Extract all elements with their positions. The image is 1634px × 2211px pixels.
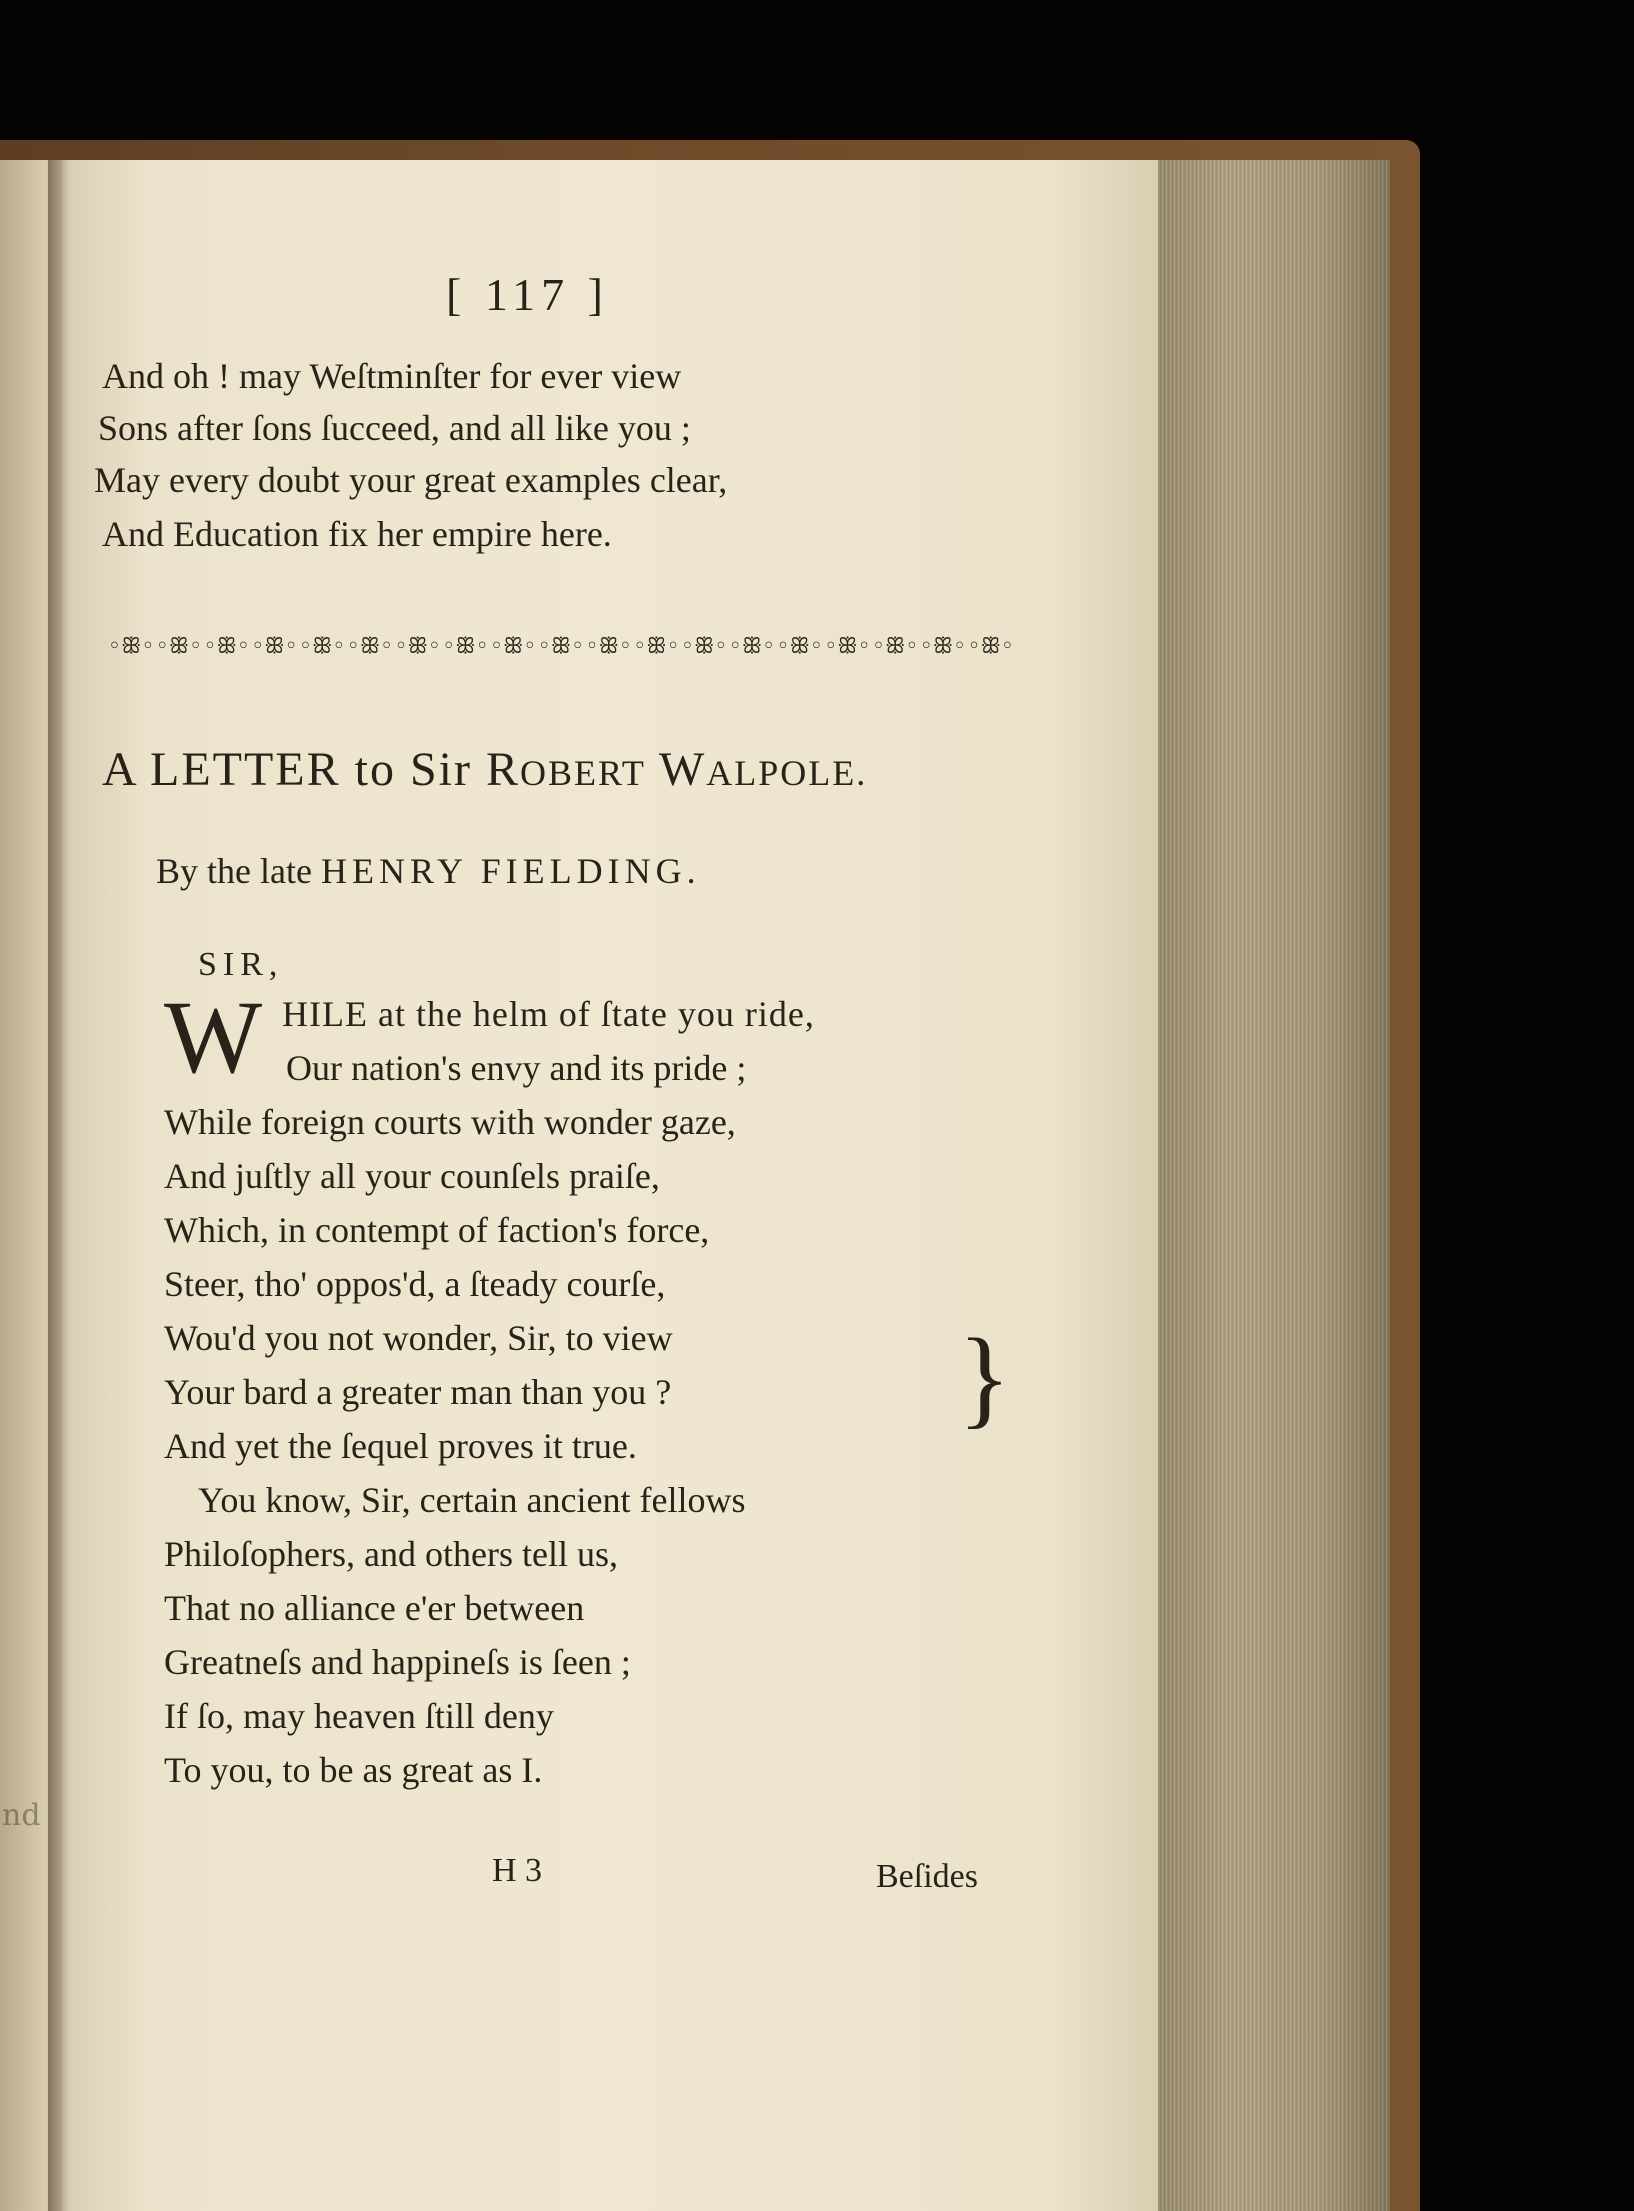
previous-page-fragment: nd: [2, 1798, 41, 1833]
ornament-glyph: ◦ꕥ◦: [155, 634, 203, 659]
poem-line: Your bard a greater man than you ?: [164, 1372, 672, 1412]
top-verse-line: May every doubt your great examples clear,: [94, 460, 728, 500]
ornament-glyph: ◦ꕥ◦: [442, 634, 489, 659]
triplet-brace: }: [958, 1316, 1011, 1438]
ornament-glyph: ◦ꕥ◦: [967, 634, 1014, 659]
ornament-glyph: ◦ꕥ◦: [872, 634, 919, 659]
poem-line: You know, Sir, certain ancient fellows: [198, 1480, 746, 1520]
poem-line: And yet the ſequel proves it true.: [164, 1426, 637, 1466]
signature-mark: H 3: [492, 1852, 543, 1889]
top-verse-line: Sons after ſons ſucceed, and all like you ;: [98, 408, 691, 448]
poem-line: Philoſophers, and others tell us,: [164, 1534, 618, 1574]
top-verse-line: And oh ! may Weſtminſter for ever view: [102, 356, 682, 396]
ornament-glyph: ◦ꕥ◦: [537, 634, 585, 659]
title-prefix: A LETTER to Sir: [102, 743, 486, 796]
ornament-glyph: ◦ꕥ◦: [681, 634, 728, 659]
poem-line: And juſtly all your counſels praiſe,: [164, 1156, 660, 1196]
poem-line: Which, in contempt of faction's force,: [164, 1210, 710, 1250]
poem-line: Greatneſs and happineſs is ſeen ;: [164, 1642, 631, 1682]
title-name1-cap: R: [485, 743, 520, 796]
catchword: Beſides: [876, 1858, 978, 1895]
page-number: [ 117 ]: [446, 269, 609, 320]
ornament-glyph: ◦ꕥ◦: [490, 634, 537, 659]
byline: [156, 850, 701, 892]
poem-line: Our nation's envy and its pride ;: [286, 1048, 747, 1088]
ornament-glyph: ◦ꕥ◦: [394, 634, 441, 659]
ornament-glyph: ◦ꕥ◦: [728, 634, 776, 659]
salutation: SIR,: [198, 946, 284, 983]
title-name2-rest: ALPOLE.: [706, 753, 868, 793]
poem-line: That no alliance e'er between: [164, 1588, 585, 1628]
poem-line: Wou'd you not wonder, Sir, to view: [164, 1318, 673, 1358]
page-gutter: [48, 160, 70, 2211]
ornament-glyph: ◦ꕥ◦: [346, 634, 394, 659]
ornament-glyph: ◦ꕥ◦: [919, 634, 967, 659]
ornament-glyph: ◦ꕥ◦: [108, 634, 155, 659]
poem-line: While foreign courts with wonder gaze,: [164, 1102, 736, 1142]
letter-title: [102, 742, 867, 797]
title-name1-rest: OBERT: [520, 753, 646, 793]
page-edges: [1158, 160, 1390, 2211]
ornament-glyph: ◦ꕥ◦: [585, 634, 632, 659]
ornament-glyph: ◦ꕥ◦: [633, 634, 680, 659]
poem-line: If ſo, may heaven ſtill deny: [164, 1696, 554, 1736]
ornament-glyph: ◦ꕥ◦: [251, 634, 298, 659]
author-name: HENRY FIELDING.: [320, 851, 701, 891]
drop-cap: W: [164, 980, 263, 1095]
top-verse-line: And Education fix her empire here.: [102, 514, 612, 554]
poem-line: Steer, tho' oppos'd, a ſteady courſe,: [164, 1264, 666, 1304]
title-name2-cap: W: [658, 743, 707, 796]
ornament-glyph: ◦ꕥ◦: [824, 634, 871, 659]
byline-prefix: By the late: [156, 851, 321, 891]
ornament-glyph: ◦ꕥ◦: [299, 634, 346, 659]
poem-line: To you, to be as great as I.: [164, 1750, 543, 1790]
ornament-rule: [108, 632, 1014, 662]
ornament-glyph: ◦ꕥ◦: [776, 634, 823, 659]
ornament-glyph: ◦ꕥ◦: [203, 634, 250, 659]
poem-line: HILE at the helm of ſtate you ride,: [282, 994, 815, 1034]
